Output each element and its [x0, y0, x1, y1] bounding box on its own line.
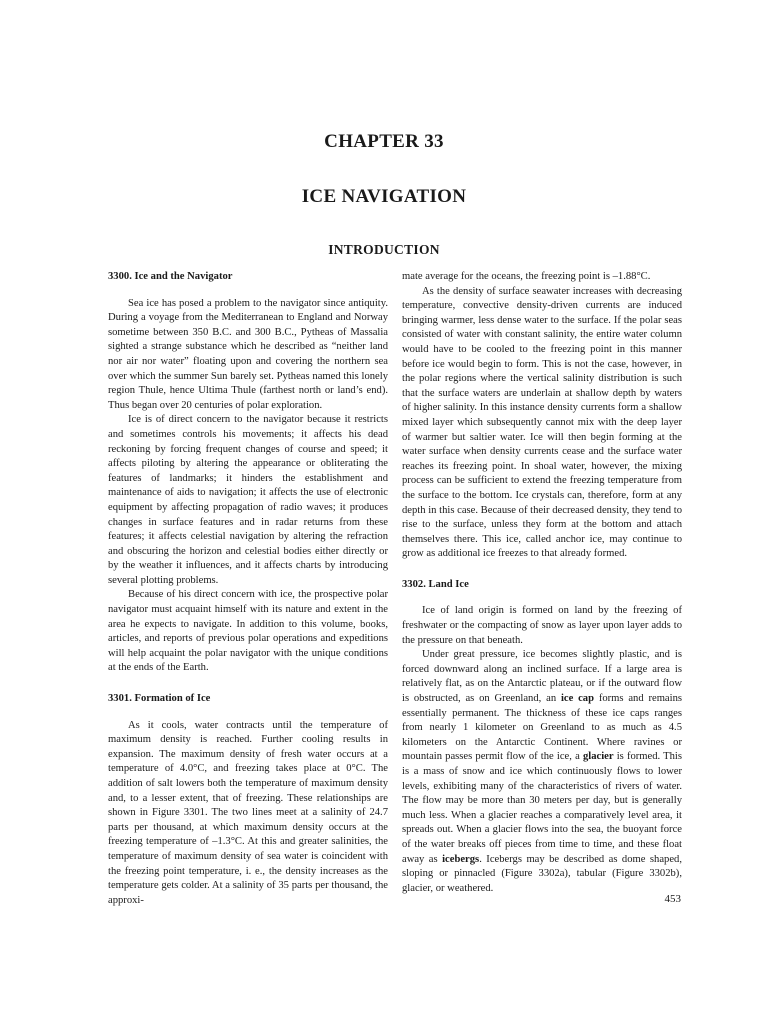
paragraph-sea-ice-history: Sea ice has posed a problem to the navigator since antiquity. During a voyage from the Mediterranean to England and Norway sometime between 350 B.C. and 300 B.C., Pytheas of Massalia sighted a strange substance which he described as “neither land nor air nor water” floating upon and covering the northern sea over which the summer Sun barely set. Pytheas named this lonely region Thule, hence Ultima Thule (farthest north or land’s end). Thus began over 20 centuries of polar exploration. [108, 297, 388, 411]
term-icebergs: icebergs [442, 853, 480, 865]
text-segment: . Icebergs may be described as dome shaped, sloping or pinnacled (Figure 3302a), tabular (Figure 3302b), glacier, or weathered. [402, 853, 682, 894]
heading-3302: 3302. Land Ice [402, 578, 469, 590]
chapter-number: CHAPTER 33 [324, 131, 444, 152]
right-column [402, 270, 682, 896]
chapter-title: ICE NAVIGATION [301, 186, 467, 207]
heading-3301: 3301. Formation of Ice [108, 693, 211, 705]
text-segment: Under great pressure, ice becomes slightly plastic, and is forced downward along an inclined surface. If a large area is relatively flat, as on the Antarctic plateau, or if the outward flow is obstructed, as on Greenland, an [402, 649, 682, 705]
paragraph-freezing-point-cont: mate average for the oceans, the freezing point is –1.88°C. [402, 271, 651, 282]
text-segment: is formed. This is a mass of snow and ice which continuously flows to lower levels, exhibiting many of the characteristics of rivers of water. The flow may be more than 30 meters per day, but is generally much less. When a glacier reaches a comparatively level area, it spreads out. When a glacier flows into the sea, the buoyant force of the water breaks off pieces from time to time, and these float away as [402, 751, 682, 865]
term-glacier: glacier [582, 751, 614, 763]
section-title: INTRODUCTION [328, 242, 440, 257]
left-column [108, 270, 388, 908]
paragraph-land-ice-origin: Ice of land origin is formed on land by the freezing of freshwater or the compacting of snow as layer upon layer adds to the pressure on that beneath. [402, 605, 682, 646]
paragraph-glaciers-icebergs [402, 648, 682, 896]
paragraph-formation-of-ice: As it cools, water contracts until the temperature of maximum density is reached. Further cooling results in expansion. The maximum density of fresh water occurs at a temperature of 4.0°C, and freezing takes place at 0°C. The addition of salt lowers both the temperature of maximum density and, to a lesser extent, that of freezing. These relationships are shown in Figure 3301. The two lines meet at a salinity of 24.7 parts per thousand, at which maximum density occurs at the freezing temperature of –1.3°C. At this and greater salinities, the temperature of maximum density of sea water is coincident with the freezing point temperature, i. e., the density increases as the temperature gets colder. At a salinity of 35 parts per thousand, the approxi- [108, 719, 388, 906]
term-ice-cap: ice cap [560, 693, 594, 705]
page-number: 453 [664, 893, 681, 905]
paragraph-ice-concern: Ice is of direct concern to the navigator because it restricts and sometimes controls his movements; it affects his dead reckoning by forcing frequent changes of course and speed; it affects piloting by altering the appearance or obliterating the features of landmarks; it hinders the establishment and maintenance of aids to navigation; it affects the use of electronic equipment by affecting propagation of radio waves; it produces changes in surface features and in radar returns from these features; it affects celestial navigation by altering the refraction and obscuring the horizon and celestial bodies either directly or by the weather it influences, and it affects charts by introducing several plotting problems. [108, 414, 388, 586]
paragraph-density-currents: As the density of surface seawater increases with decreasing temperature, convective density-driven currents are induced bringing warmer, less dense water to the surface. If the polar seas consisted of water with constant salinity, the entire water column would have to be cooled to the freezing point in this manner before ice would begin to form. This is not the case, however, in the polar regions where the vertical salinity distribution is such that the surface waters are underlain at shallow depth by waters of higher salinity. In this instance density currents form a shallow mixed layer which subsequently cannot mix with the deep layer of warmer but saltier water. Ice will then begin forming at the water surface when density currents cease and the surface water reaches its freezing point. In shoal water, however, the mixing process can be sufficient to extend the freezing temperature from the surface to the bottom. Ice crystals can, therefore, form at any depth in this case. Because of their decreased density, they tend to rise to the surface, unless they form at the bottom and attach themselves there. This ice, called anchor ice, may continue to grow as additional ice freezes to that already formed. [402, 285, 682, 560]
paragraph-polar-navigator: Because of his direct concern with ice, the prospective polar navigator must acquaint himself with its nature and extent in the area he expects to navigate. In addition to this volume, books, articles, and reports of previous polar operations and expeditions will help acquaint the polar navigator with the unique conditions at the ends of the Earth. [108, 589, 388, 674]
text-segment: forms and remains essentially permanent. The thickness of these ice caps ranges from nearly 1 kilometer on Greenland to as much as 4.5 kilometers on the Antarctic Continent. Where ravines or mountain passes permit flow of the ice, a [402, 693, 682, 763]
heading-3300: 3300. Ice and the Navigator [108, 271, 233, 282]
